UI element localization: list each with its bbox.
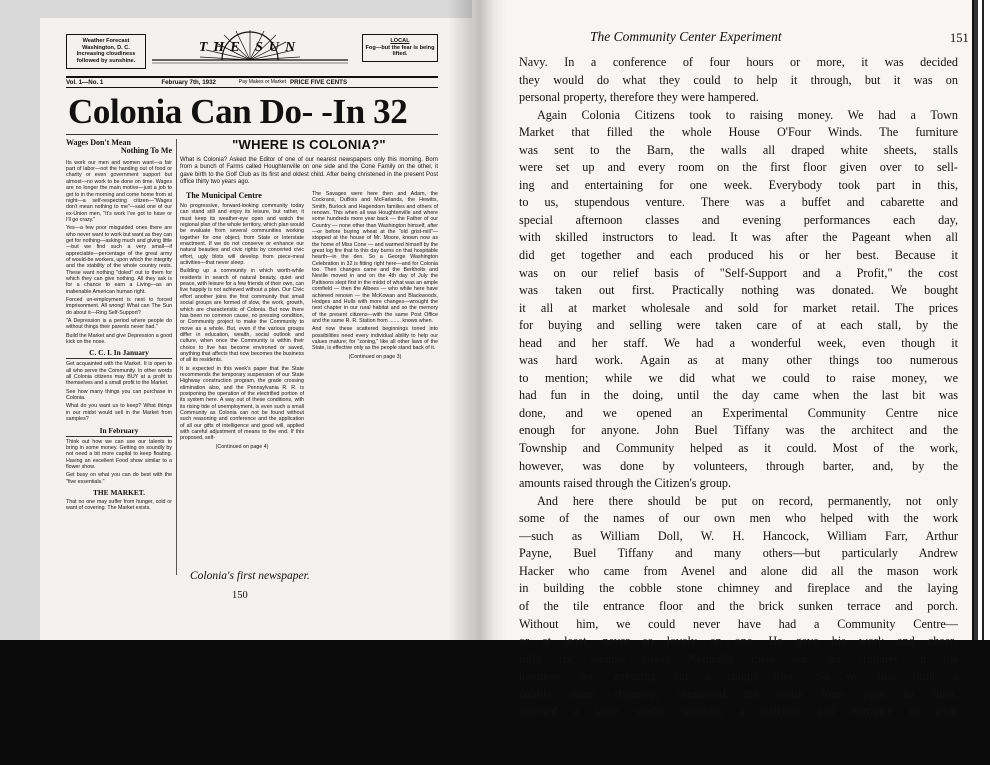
newspaper-facsimile xyxy=(66,30,438,575)
body-text-line: in building the cobble stone chimney and fireplace and the laying xyxy=(519,581,958,596)
issue-date: February 7th, 1932 xyxy=(161,79,216,86)
article-paragraph: Get busy on what you can do best with the "five essentials." xyxy=(66,472,172,485)
weather-box xyxy=(66,34,146,69)
article-paragraph: Get acquainted with the Market. It is open to all who serve the Community. In other words all Colonia citizens may BUY at a profit to themselves and a small profit to the Market. xyxy=(66,361,172,387)
body-text-line: Without him, we could never have had a Community Centre— xyxy=(519,616,958,631)
left-page-number: 150 xyxy=(232,590,248,601)
article-paragraph: And now these scattered beginnings toned into possibilities need every individual ability to help our values mature; for "zoning," like all other laws of the State, is effective only as the people stand back of it. xyxy=(312,326,438,352)
body-text-line: was sent to the Barn, the walls all draped white sheets, stalls xyxy=(519,142,958,157)
article-heading: Wages Don't Mean xyxy=(66,139,131,147)
front-page-headline: Colonia Can Do- -In 32 xyxy=(68,92,408,131)
continued-note: (Continued on page 4) xyxy=(215,443,269,450)
main-story-lead: What is Colonia? Asked the Editor of one of our nearest newspapers only this morning. Born from a bunch of Farms called Houghtenville on one side and the Cone Family on the other, it gave birth to the Golf Club as its first and oldest child. After being christened in the present Post office thirty two years ago. xyxy=(180,157,438,185)
pay-note: Pay Makes or Market xyxy=(238,79,286,85)
body-text-line: of the tile entrance floor and the brick sunken terrace and porch. xyxy=(519,598,958,613)
weather-line: Washington, D. C. xyxy=(82,44,130,51)
article-heading: The Municipal Centre xyxy=(186,191,262,200)
body-text-line: with skilled instructors to lead. It was after the Pageant when all xyxy=(519,230,958,245)
running-head: The Community Center Experiment xyxy=(590,29,782,44)
body-text-line: for buying and selling were taken care of at each stall, by the xyxy=(519,318,958,333)
weather-line: Weather Forecast xyxy=(82,38,130,44)
issue-price: PRICE FIVE CENTS xyxy=(290,79,348,86)
local-box xyxy=(362,34,438,62)
column-municipal-centre xyxy=(180,191,304,561)
body-text-line: Market that filled the whole House O'Four Winds. The furniture xyxy=(519,125,958,140)
body-text-line: haymow, nor anything but a rough floor. So we first built a xyxy=(519,669,958,684)
sun-masthead xyxy=(152,30,348,70)
body-text-line: ing and entertaining for one week. Everybody took part in this, xyxy=(519,177,958,192)
weather-line: Increasing cloudiness xyxy=(76,51,136,58)
body-text-line: was taken out first. Practically nothing was donated. We bought xyxy=(519,283,958,298)
body-text-line: Township and Community helped as it could. Most of the work, xyxy=(519,441,958,456)
body-text-line: was on our relief basis of "Self-Support and a Profit," the cost xyxy=(519,265,958,280)
body-text-line: special afternoon classes and evening performances each day, xyxy=(519,212,958,227)
book-gutter xyxy=(448,0,506,648)
article-paragraph: Forced un-employment is next to forced imprisonment. All wrong! What can The Sun do about it—Ring Self-Support? xyxy=(66,297,172,316)
news-columns xyxy=(66,134,438,575)
body-text-line: was hard work. Again as at many other things too numerous xyxy=(519,353,958,368)
local-text: Fog—but the fear is being lifted. xyxy=(365,44,435,58)
body-text-line: enough for anyone. John Buel Tiffany was the architect and the xyxy=(519,423,958,438)
body-text-line: or at least, never so lovely an one. He gave his work and cheer- xyxy=(519,634,958,649)
body-text-line: inserted a large studio window, a stairway and entrance to what xyxy=(519,704,958,719)
masthead xyxy=(66,30,438,74)
section-heading: THE MARKET. xyxy=(92,487,145,497)
body-text-line: Navy. In a conference of four hours or more, it was decided xyxy=(519,55,958,69)
body-text-line: were set up and every room on the first floor given over to sell- xyxy=(519,160,958,175)
article-subheading: Nothing To Me xyxy=(120,146,172,156)
body-text-line: cobble stone chimney, canvassed the walls from peak to floor, xyxy=(519,686,958,701)
article-paragraph: What do you want us to keep? What things in our midst would sell in the Market from samples? xyxy=(66,403,172,423)
right-page-number: 151 xyxy=(950,31,969,45)
article-paragraph: "A Depression is a period where people do without things their parents never had." xyxy=(66,318,172,331)
main-story-heading: "WHERE IS COLONIA?" xyxy=(232,137,386,152)
body-text-line: however, was done by volunteers, through barter, and, by the xyxy=(519,458,958,473)
column-history xyxy=(312,191,438,561)
body-text-line: fully for another town. Naturally there was no chimney in the xyxy=(519,651,958,666)
body-text-line: did get together and each produced his or her best. Because it xyxy=(519,248,958,263)
article-paragraph: The Savages were here then and Adam, the Cockrans, DuBois and McFarlands, the Hewitts, Smith, Burlock and Hagendorn families and others of renown. This when all was Houghtenville and where some hundreds more year back — the Father of our Country — none other than Washington himself, after—or before buying wheat at the "old grist-mill"—stopped at the house of Mr. Moore, known now as the home of Miss Cone — and warmed himself by the great log fire that to this day burns on that hospitable hearth—in the den. So a George Washington Celebration in 32 is fitting right here—and for Colonia too. Then changes came and the Berkholts and Neville moved in and on the 4th day of July the Pattisons slept first in the midst of what was an ample cornfield — then the Albees — who while here have achieved renown — the McKowan and Blackwoods, Hodges and Hulls with more changes—wrought the next chapter in our rural habitat and so the memory of the present citizens—with the same Post Office and the same R. R. Station from ........ knows when. xyxy=(312,191,438,324)
dateline xyxy=(66,76,438,88)
body-text-line: some of the names of our own men who helped with the work xyxy=(519,511,958,526)
local-heading: LOCAL xyxy=(390,38,410,44)
article-paragraph: Yes—a few poor misguided ones there are who never want to work but want as they can get for nothing—asking much and giving little—but we find such a very small—if appreciable—percentage of the great army of would-be workers, upon which the integrity and the stability of the whole country rests. These want nothing "doled" out to them for which they can give nothing. All they ask is for a chance to earn a Living—as an inalienable American human right. xyxy=(66,225,172,295)
page-body-text xyxy=(519,54,958,721)
continued-note: (Continued on page 3) xyxy=(348,353,402,360)
body-text-line: And here there should be put on record, permanently, not only xyxy=(537,493,958,508)
volume-number: Vol. 1—No. 1 xyxy=(66,79,104,86)
section-heading: In February xyxy=(66,426,172,437)
figure-caption: Colonia's first newspaper. xyxy=(190,570,310,582)
body-text-line: personal property, therefore they were hampered. xyxy=(519,90,759,105)
main-story-header xyxy=(180,135,438,186)
body-text-line: —such as William Doll, W. H. Hancock, William Farr, Arthur xyxy=(519,528,958,543)
body-text-line: Payne, Buel Tiffany and many others—but particularly Andrew xyxy=(519,546,958,561)
column-wages xyxy=(66,139,177,575)
article-paragraph: Its work our men and women want—a fair part of labor—not the handing out of food or charity or even government support but almost—no work to be done on time. Wages are no longer the main motive—just a job to get to in the morning and come home from at night—a self-respecting citizen—"Wages don't mean nothing to me"—said one of our ex-Union men, "It's work I've got to have or I'll go crazy." xyxy=(66,159,172,223)
section-heading: C. C. I. In January xyxy=(66,348,172,359)
body-text-line: amounts raised through the Citizen's group. xyxy=(519,476,732,491)
body-text-line: done, and we opened an Experimental Community Centre nice xyxy=(519,405,958,420)
page-edges xyxy=(972,0,990,648)
masthead-title: THE SUN xyxy=(198,40,302,55)
article-paragraph: See how many things you can purchase in Colonia. xyxy=(66,388,172,402)
body-text-line: it all at market wholesale and sold for market retail. The prices xyxy=(519,300,958,315)
weather-line: followed by sunshine. xyxy=(76,58,136,65)
body-text-line: Hacker who came from Avenel and alone did all the mason work xyxy=(519,563,958,578)
article-paragraph: Building up a community in which worth-while residents in search of natural beauty, quiet and peace, with leisure for a few friends of their own, can live happily is not achieved without a plan. Our Civic effort another joins the first community that small social groups are formed of slow, the work, growth, which are characteristic of Colonia. But now there has been no common cause, no pressing condition, or Community project to make the Community to move as a whole. But, even if the various groups differ in education, wealth, social outlook and culture, when once the Community is within their choice to live has become environed or saved, anything that affects that now becomes the business of all its residents. xyxy=(180,268,304,364)
body-text-line: they would do what they could to help it through, but it was on xyxy=(519,72,958,87)
article-paragraph: Build the Market and give Depression a good kick on the nose. xyxy=(66,332,172,346)
article-paragraph: That no one may suffer from hunger, cold or want of covering. The Market exists. xyxy=(66,498,172,512)
body-text-line: had fun in the doing, until the day came when the last bit was xyxy=(519,388,958,403)
article-paragraph: No progressive, forward-looking community today can stand still and enjoy its leisure, but rather, it must keep its weather-eye open and watch the regional plan of the whole territory, which plan would be evaluate from several communities working together for one object, from State or Interstate enactment. If we do not conserve or enhance our natural beauties and civic rights by concerted civic effort, ugly blots will develop from piece-meal activities—that never sleep. xyxy=(180,203,304,267)
body-text-line: to mention; while we did what we could to raise money, we xyxy=(519,370,958,385)
body-text-line: head and her staff. We had a wonderful week, even though it xyxy=(519,335,958,350)
article-paragraph: Think out how we can use our talents to bring in some money. Getting on soundly by not need a bit more capital to keep floating. Having an excellent Food show similar to a flower show. xyxy=(66,438,172,470)
body-text-line: Again Colonia Citizens took to raising money. We had a Town xyxy=(537,107,958,122)
body-text-line: to us, stupendous venture. There was a buffet and cabarette and xyxy=(519,195,958,210)
article-paragraph: It is expected in this week's paper that the State recommends the temporary suspension of our State Highway construction program, the grade crossing elimination also, and the Pennsylvania R. R. is postponing the operation of the electrified portion of its system here. A way out of these conditions, with its rising tide of unemployment, is even such a small Community as Colonia can not be found without such reasoning and conference and the application of all our gifts of intelligence and good will, applied with careful adjustment of means to the end. If this proposed, self- xyxy=(180,365,304,442)
